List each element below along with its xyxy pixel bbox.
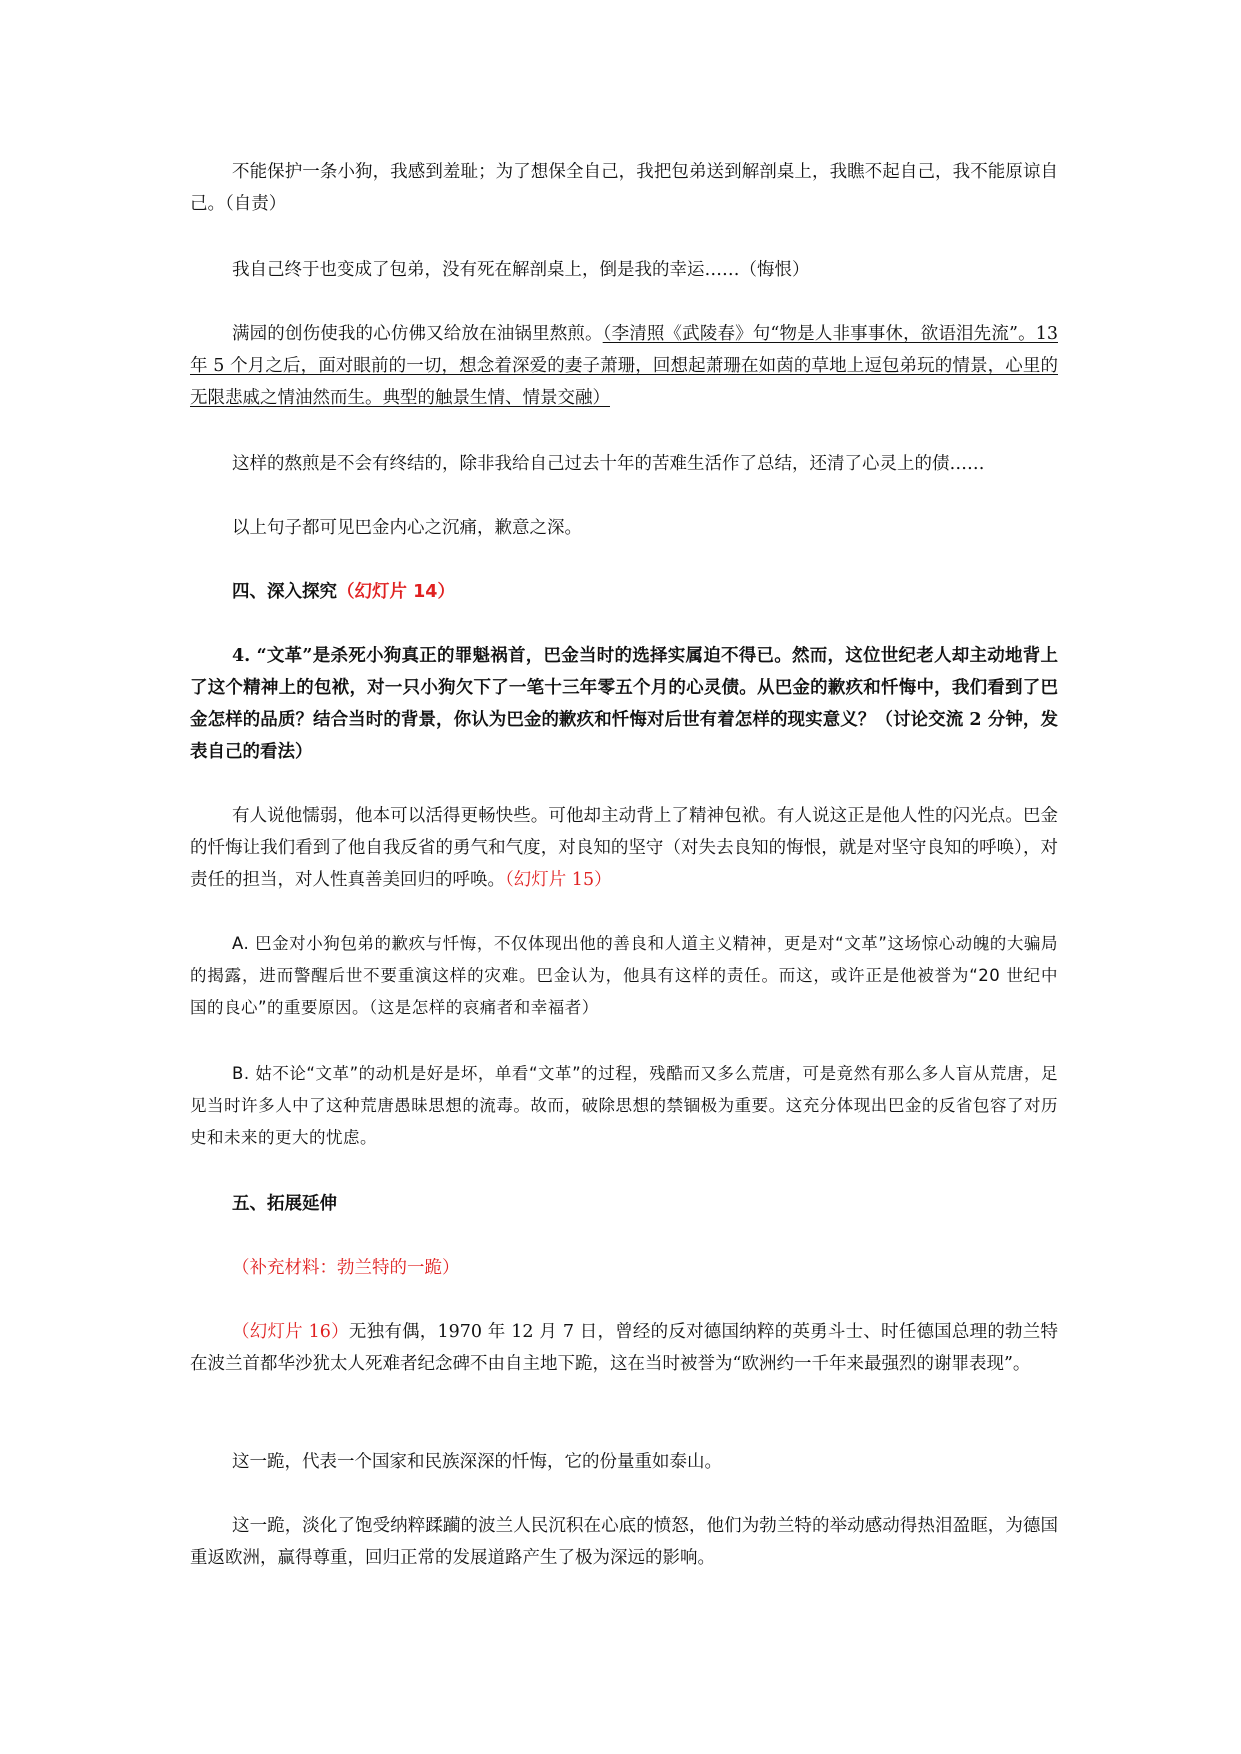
paragraph-text: 不能保护一条小狗，我感到羞耻；为了想保全自己，我把包弟送到解剖桌上，我瞧不起自己，我不能原谅自己。（自责）: [190, 162, 1058, 214]
heading-text: 四、深入探究: [232, 582, 337, 602]
paragraph-kneel-weight: [190, 1446, 1058, 1478]
paragraph-regret: [190, 254, 1058, 286]
paragraph-torment: [190, 448, 1058, 480]
paragraph-kneel-impact: [190, 1510, 1058, 1574]
underlined-annotation: （李清照《武陵春》句“物是人非事事休，欲语泪先流”。13 年 5 个月之后，面对眼前的一切，想念着深爱的妻子萧珊，回想起萧珊在如茵的草地上逗包弟玩的情景，心里的无限悲戚之情油然而生。典型的触景生情、情景交融）: [190, 324, 1058, 408]
paragraph-text: 我自己终于也变成了包弟，没有死在解剖桌上，倒是我的幸运……（悔恨）: [232, 260, 810, 280]
paragraph-text: B. 姑不论“文革”的动机是好是坏，单看“文革”的过程，残酷而又多么荒唐，可是竟然有那么多人盲从荒唐，足见当时许多人中了这种荒唐愚昧思想的流毒。故而，破除思想的禁锢极为重要。这充分体现出巴金的反省包容了对历史和未来的更大的忧虑。: [190, 1064, 1058, 1147]
paragraph-text: 以上句子都可见巴金内心之沉痛，歉意之深。: [232, 518, 582, 538]
question-text: 4. “文革”是杀死小狗真正的罪魁祸首，巴金当时的选择实属迫不得已。然而，这位世纪老人却主动地背上了这个精神上的包袱，对一只小狗欠下了一笔十三年零五个月的心灵债。从巴金的歉疚和忏悔中，我们看到了巴金怎样的品质？结合当时的背景，你认为巴金的歉疚和忏悔对后世有着怎样的现实意义？（讨论交流 2 分钟，发表自己的看法）: [190, 646, 1058, 762]
paragraph-brandt: [190, 1316, 1058, 1380]
paragraph-text: 无独有偶，1970 年 12 月 7 日，曾经的反对德国纳粹的英勇斗士、时任德国总理的勃兰特在波兰首都华沙犹太人死难者纪念碑不由自主地下跪，这在当时被誉为“欧洲约一千年来最强烈的谢罪表现”。: [190, 1322, 1058, 1374]
paragraph-text: 满园的创伤使我的心仿佛又给放在油锅里熬煎。: [232, 324, 603, 344]
paragraph-annotation: [190, 318, 1058, 414]
paragraph-answer: [190, 800, 1058, 896]
slide-ref: （幻灯片 16）: [232, 1322, 349, 1342]
paragraph-text: 这一跪，代表一个国家和民族深深的忏悔，它的份量重如泰山。: [232, 1452, 722, 1472]
paragraph-summary: [190, 512, 1058, 544]
paragraph-text: 这一跪，淡化了饱受纳粹蹂躏的波兰人民沉积在心底的愤怒，他们为勃兰特的举动感动得热泪盈眶，为德国重返欧洲，赢得尊重，回归正常的发展道路产生了极为深远的影响。: [190, 1516, 1058, 1568]
section-heading-4: [190, 576, 1058, 608]
paragraph-text: 这样的熬煎是不会有终结的，除非我给自己过去十年的苦难生活作了总结，还清了心灵上的债……: [232, 454, 985, 474]
section-heading-5: [190, 1188, 1058, 1220]
paragraph-self-blame: [190, 156, 1058, 220]
heading-text: 五、拓展延伸: [232, 1194, 337, 1214]
paragraph-point-a: [190, 928, 1058, 1024]
supplement-text: （补充材料：勃兰特的一跪）: [232, 1258, 460, 1278]
paragraph-text: 有人说他懦弱，他本可以活得更畅快些。可他却主动背上了精神包袱。有人说这正是他人性的闪光点。巴金的忏悔让我们看到了他自我反省的勇气和气度，对良知的坚守（对失去良知的悔恨，就是对坚守良知的呼唤），对责任的担当，对人性真善美回归的呼唤。: [190, 806, 1058, 890]
paragraph-point-b: [190, 1058, 1058, 1154]
question-4: [190, 640, 1058, 768]
slide-ref: （幻灯片 15）: [505, 870, 612, 890]
supplement-label: [190, 1252, 1058, 1284]
paragraph-text: A. 巴金对小狗包弟的歉疚与忏悔，不仅体现出他的善良和人道主义精神，更是对“文革”这场惊心动魄的大骗局的揭露，进而警醒后世不要重演这样的灾难。巴金认为，他具有这样的责任。而这，或许正是他被誉为“20 世纪中国的良心”的重要原因。（这是怎样的哀痛者和幸福者）: [190, 934, 1058, 1017]
slide-ref: （幻灯片 14）: [337, 582, 455, 602]
